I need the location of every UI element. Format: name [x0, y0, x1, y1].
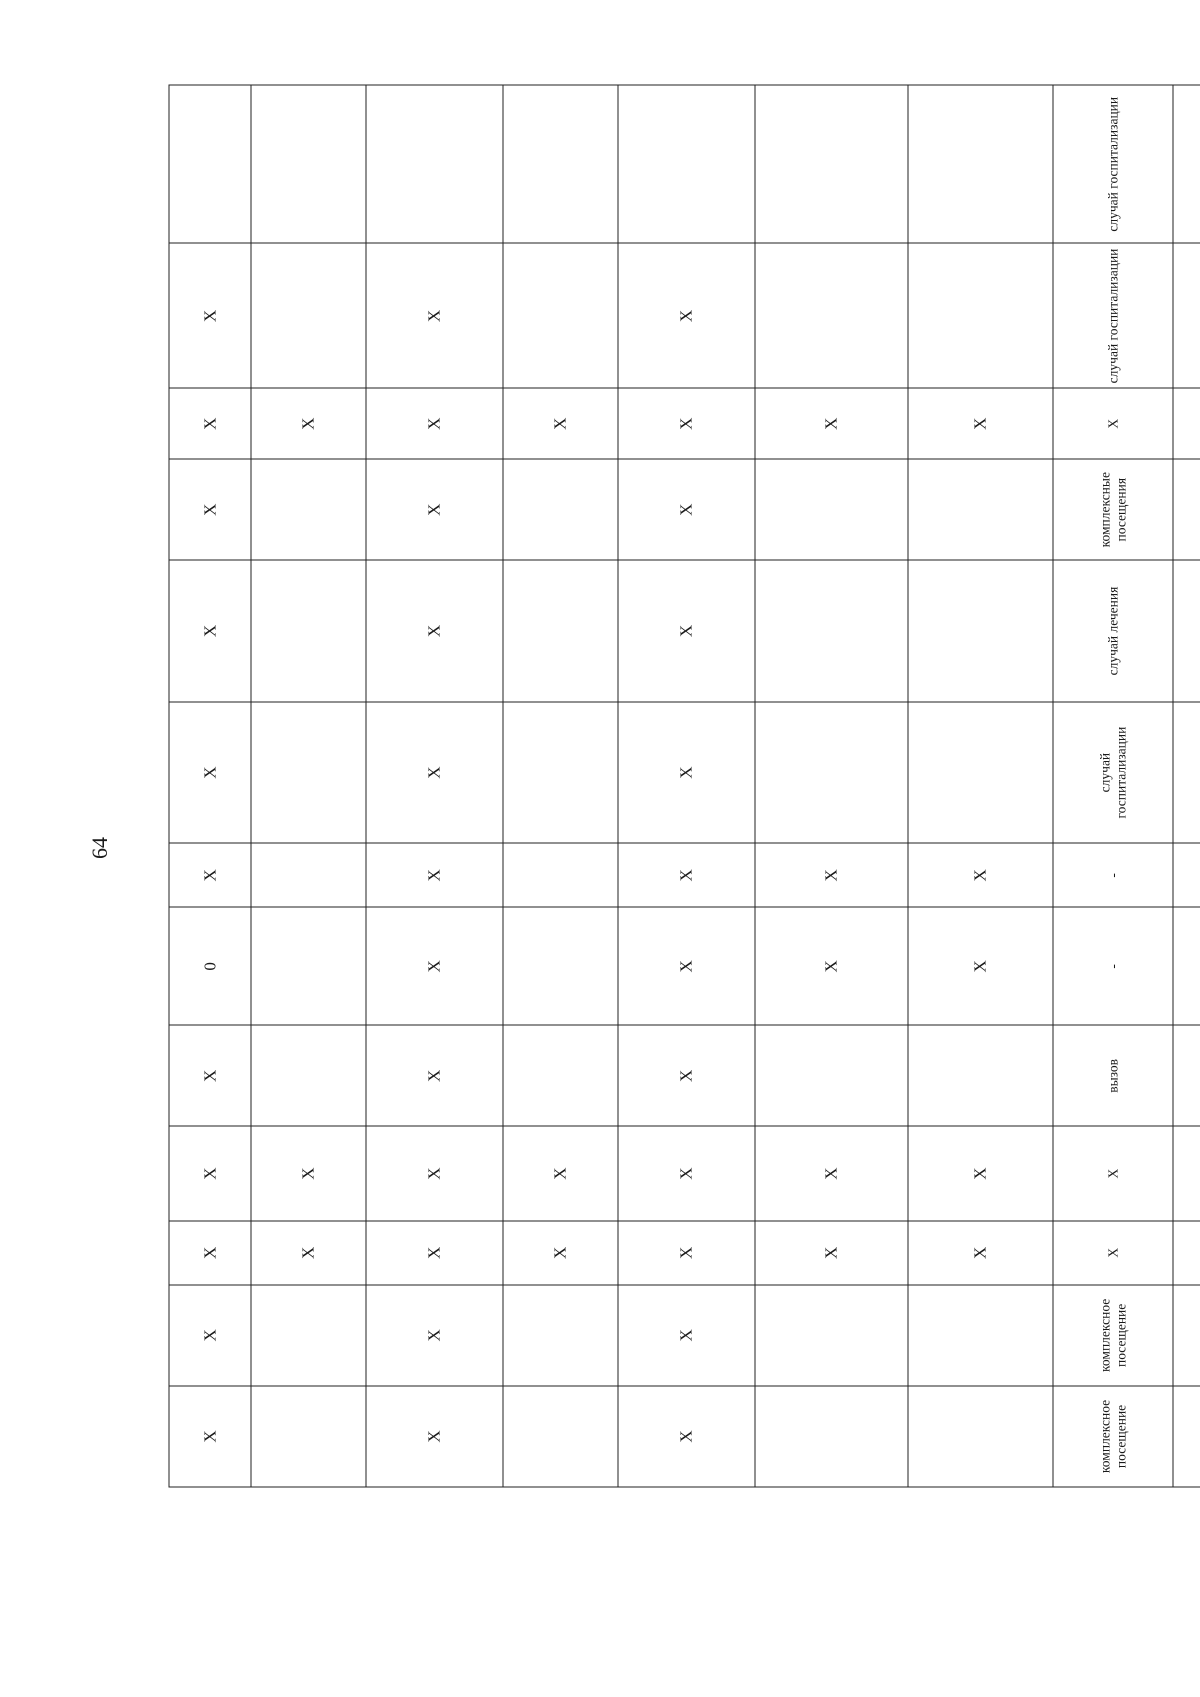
code-cell [1173, 1126, 1200, 1220]
col-3-cell [618, 85, 755, 243]
col-2-cell [755, 1025, 908, 1126]
col-5-cell: Х [366, 1025, 503, 1126]
col-4-cell: Х [503, 1126, 618, 1220]
col-2-cell: Х [755, 843, 908, 907]
col-6-cell [251, 85, 366, 243]
col-4-cell [503, 243, 618, 388]
col-6-cell [251, 243, 366, 388]
unit-cell: комплексное посещение [1053, 1386, 1173, 1487]
unit-cell: - [1053, 843, 1173, 907]
col-4-cell [503, 560, 618, 702]
unit-cell: случай лечения [1053, 560, 1173, 702]
col-4-cell [503, 1386, 618, 1487]
unit-cell: вызов [1053, 1025, 1173, 1126]
col-4-cell [503, 907, 618, 1025]
col-4-cell [503, 843, 618, 907]
col-2-cell: Х [755, 388, 908, 459]
unit-cell: комплексные посещения [1053, 459, 1173, 560]
unit-cell: - [1053, 907, 1173, 1025]
col-1-cell [908, 702, 1053, 844]
col-3-cell: Х [618, 1386, 755, 1487]
code-cell [1173, 85, 1200, 243]
col-6-cell [251, 702, 366, 844]
table-row [169, 85, 251, 1487]
code-cell [1173, 459, 1200, 560]
unit-cell: Х [1053, 388, 1173, 459]
col-6-cell [251, 459, 366, 560]
col-6-cell [251, 843, 366, 907]
col-2-cell: Х [755, 1126, 908, 1220]
col-1-cell: Х [908, 907, 1053, 1025]
col-4-cell: Х [503, 1221, 618, 1285]
col-4-cell [503, 459, 618, 560]
col-6-cell [251, 560, 366, 702]
col-5-cell: Х [366, 1221, 503, 1285]
col-3-cell: Х [618, 907, 755, 1025]
col-7-cell: Х [169, 1126, 251, 1220]
code-cell [1173, 843, 1200, 907]
code-cell [1173, 1221, 1200, 1285]
unit-cell: случай госпитализации [1053, 243, 1173, 388]
col-4-cell [503, 1285, 618, 1386]
col-2-cell [755, 560, 908, 702]
table-row [251, 85, 366, 1487]
col-2-cell: Х [755, 1221, 908, 1285]
col-6-cell [251, 1285, 366, 1386]
col-7-cell: Х [169, 243, 251, 388]
col-1-cell [908, 243, 1053, 388]
table-row [755, 85, 908, 1487]
col-2-cell: Х [755, 907, 908, 1025]
col-5-cell: Х [366, 1285, 503, 1386]
col-7-cell: Х [169, 1386, 251, 1487]
col-2-cell [755, 1386, 908, 1487]
col-4-cell [503, 85, 618, 243]
table-row [503, 85, 618, 1487]
col-7-cell: Х [169, 560, 251, 702]
col-7-cell [169, 85, 251, 243]
unit-cell: комплексное посещение [1053, 1285, 1173, 1386]
col-3-cell: Х [618, 243, 755, 388]
col-7-cell: Х [169, 388, 251, 459]
col-3-cell: Х [618, 560, 755, 702]
code-cell [1173, 1285, 1200, 1386]
col-5-cell: Х [366, 1126, 503, 1220]
col-6-cell [251, 907, 366, 1025]
col-6-cell [251, 1386, 366, 1487]
unit-cell: случай госпитализации [1053, 702, 1173, 844]
col-1-cell [908, 1386, 1053, 1487]
col-7-cell: Х [169, 702, 251, 844]
col-3-cell: Х [618, 843, 755, 907]
col-2-cell [755, 459, 908, 560]
col-1-cell [908, 1025, 1053, 1126]
col-4-cell [503, 1025, 618, 1126]
table-row [618, 85, 755, 1487]
col-1-cell: Х [908, 1221, 1053, 1285]
col-7-cell: Х [169, 843, 251, 907]
col-1-cell [908, 85, 1053, 243]
col-4-cell [503, 702, 618, 844]
col-7-cell: Х [169, 1221, 251, 1285]
code-cell [1173, 907, 1200, 1025]
code-cell [1173, 1386, 1200, 1487]
code-cell [1173, 243, 1200, 388]
col-3-cell: Х [618, 1221, 755, 1285]
col-5-cell: Х [366, 243, 503, 388]
col-1-cell: Х [908, 388, 1053, 459]
col-6-cell [251, 1025, 366, 1126]
col-7-cell: Х [169, 459, 251, 560]
col-5-cell: Х [366, 459, 503, 560]
col-3-cell: Х [618, 459, 755, 560]
col-1-cell [908, 459, 1053, 560]
table-row [1173, 85, 1200, 1487]
col-5-cell: Х [366, 843, 503, 907]
col-4-cell: Х [503, 388, 618, 459]
table-row [1053, 85, 1173, 1487]
unit-cell: случай госпитализации [1053, 85, 1173, 243]
col-3-cell: Х [618, 702, 755, 844]
data-table-container [169, 85, 1128, 1488]
code-cell [1173, 388, 1200, 459]
table-row [366, 85, 503, 1487]
col-6-cell: Х [251, 388, 366, 459]
col-1-cell [908, 560, 1053, 702]
unit-cell: Х [1053, 1126, 1173, 1220]
code-cell [1173, 1025, 1200, 1126]
col-3-cell: Х [618, 1285, 755, 1386]
table-row [908, 85, 1053, 1487]
code-cell [1173, 560, 1200, 702]
col-7-cell: Х [169, 1025, 251, 1126]
col-7-cell: Х [169, 1285, 251, 1386]
col-1-cell: Х [908, 843, 1053, 907]
col-3-cell: Х [618, 1126, 755, 1220]
col-5-cell: Х [366, 907, 503, 1025]
page-number: 64 [87, 837, 112, 859]
col-5-cell: Х [366, 702, 503, 844]
col-2-cell [755, 1285, 908, 1386]
code-cell [1173, 702, 1200, 844]
col-6-cell: Х [251, 1221, 366, 1285]
col-2-cell [755, 702, 908, 844]
unit-cell: Х [1053, 1221, 1173, 1285]
col-6-cell: Х [251, 1126, 366, 1220]
col-2-cell [755, 85, 908, 243]
col-3-cell: Х [618, 388, 755, 459]
col-3-cell: Х [618, 1025, 755, 1126]
col-5-cell [366, 85, 503, 243]
col-5-cell: Х [366, 1386, 503, 1487]
col-1-cell: Х [908, 1126, 1053, 1220]
col-2-cell [755, 243, 908, 388]
data-table [169, 85, 1200, 1488]
col-1-cell [908, 1285, 1053, 1386]
col-5-cell: Х [366, 388, 503, 459]
col-5-cell: Х [366, 560, 503, 702]
col-7-cell: 0 [169, 907, 251, 1025]
